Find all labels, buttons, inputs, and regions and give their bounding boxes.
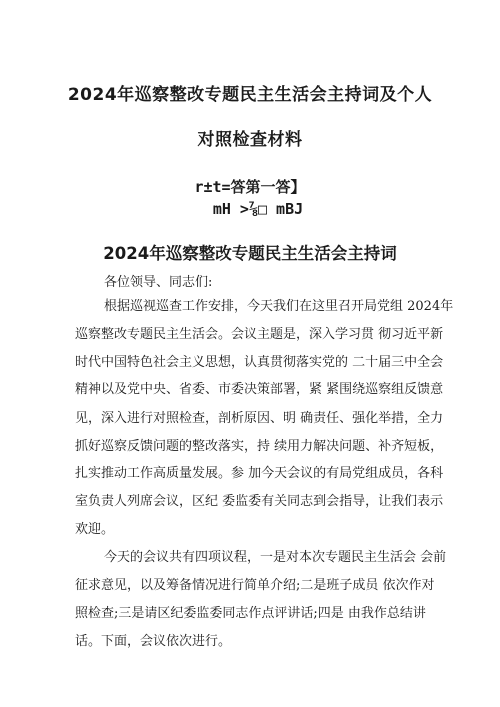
paragraph-2-line: 话。下面，会议依次进行。: [75, 634, 232, 649]
paragraph-1-line: 扎实推动工作高质量发展。参 加今天会议的有局党组成员，各科: [75, 466, 444, 481]
document-title-line-1: 2024年巡察整改专题民主生活会主持词及个人: [67, 85, 433, 105]
paragraph-2-line: 照检查;三是请区纪委监委同志作点评讲话;四是 由我作总结讲: [75, 606, 426, 621]
paragraph-1-line: 根据巡视巡查工作安排，今天我们在这里召开局党组 2024年: [104, 299, 454, 314]
paragraph-1-line: 见，深入进行对照检查，剖析原因、明 确责任、强化举措，全力: [75, 411, 444, 426]
paragraph-1-line: 抓好巡察反馈问题的整改落实，持 续用力解决问题、补齐短板，: [75, 439, 444, 454]
paragraph-1-line: 精神以及党中央、省委、市委决策部署，紧 紧围绕巡察组反馈意: [75, 382, 444, 397]
section-heading: 2024年巡察整改专题民主生活会主持词: [103, 244, 397, 263]
paragraph-2-line: 征求意见，以及筹备情况进行简单介绍;二是班子成员 依次作对: [75, 578, 435, 593]
garbled-text-line-1: r±t=答第一答】: [194, 178, 306, 196]
paragraph-1-line: 室负责人列席会议，区纪 委监委有关同志到会指导，让我们表示: [75, 494, 444, 509]
paragraph-1-line: 欢迎。: [75, 522, 115, 537]
document-title-line-2: 对照检查材料: [197, 130, 303, 150]
salutation: 各位领导、同志们:: [104, 275, 213, 290]
paragraph-1-line: 巡察整改专题民主生活会。会议主题是，深入学习贯 彻习近平新: [75, 327, 444, 342]
paragraph-1-line: 时代中国特色社会主义思想，认真贯彻落实党的 二十届三中全会: [75, 355, 444, 370]
garbled-text-line-2: mH >⅞□ mBJ: [212, 200, 304, 218]
paragraph-2-line: 今天的会议共有四项议程，一是对本次专题民主生活会 会前: [104, 550, 447, 565]
